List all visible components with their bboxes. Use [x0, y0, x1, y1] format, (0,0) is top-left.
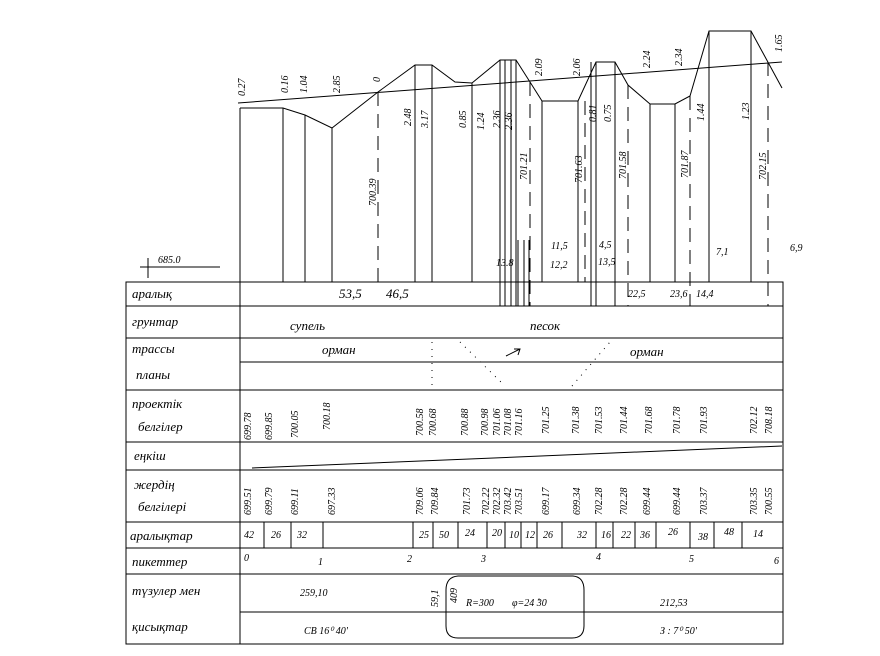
- fill-label: 1.23: [741, 102, 752, 120]
- straight-length-2: 212,53: [660, 598, 688, 609]
- small-label: 12,2: [550, 260, 568, 271]
- interval-value: 14,4: [696, 289, 714, 300]
- design-elevation: 700.98: [480, 408, 491, 436]
- distance-value: 16: [601, 530, 611, 541]
- row-label-pickets: пикеттер: [132, 554, 188, 569]
- distance-value: 12: [525, 530, 535, 541]
- design-elevation: 701.08: [503, 408, 514, 436]
- ground-elevations: [243, 487, 775, 516]
- design-elevations: [243, 403, 775, 441]
- distance-value: 50: [439, 530, 449, 541]
- fill-label: 3.17: [420, 110, 431, 128]
- route-plan-dots: [432, 342, 610, 386]
- small-label: 4,5: [599, 240, 612, 251]
- route-plan-label: орман: [630, 344, 664, 359]
- fill-label: 0.75: [603, 104, 614, 122]
- ground-elevation: 702.28: [594, 487, 605, 515]
- picket-value: 1: [318, 557, 323, 568]
- small-label: 13,5: [598, 257, 616, 268]
- design-mark: 701.87: [680, 150, 691, 178]
- picket-value: 6: [774, 556, 779, 567]
- distance-value: 36: [640, 530, 650, 541]
- picket-value: 3: [481, 554, 486, 565]
- ground-elevation: 699.44: [642, 487, 653, 515]
- design-elevation: 701.78: [672, 406, 683, 434]
- row-label-route-plan-2: планы: [136, 367, 171, 382]
- design-mark: 701.58: [618, 151, 629, 179]
- design-mark: 701.63: [574, 155, 585, 183]
- distance-value: 32: [297, 530, 307, 541]
- fill-label: 1.65: [774, 34, 785, 52]
- design-elevation: 701.53: [594, 406, 605, 434]
- picket-values: [244, 552, 779, 568]
- distance-value: 14: [753, 529, 763, 540]
- design-elevation: 700.68: [428, 408, 439, 436]
- fill-label: 1.24: [476, 112, 487, 130]
- straight-length-1: 259,10: [300, 588, 328, 599]
- design-elevation: 702.12: [749, 406, 760, 434]
- design-elevation: 699.78: [243, 412, 254, 440]
- design-elevation: 701.06: [492, 408, 503, 436]
- row-label-slope: еңкіш: [134, 448, 166, 463]
- row-label-intervals: аралық: [132, 286, 173, 301]
- interval-values: [339, 286, 714, 301]
- row-label-distances: аралықтар: [130, 528, 193, 543]
- route-plan-arrow: [506, 349, 520, 356]
- distance-value: 26: [543, 530, 553, 541]
- distance-value: 48: [724, 527, 734, 538]
- distance-value: 38: [698, 532, 708, 543]
- picket-value: 0: [244, 553, 249, 564]
- row-label-ground: жердің: [134, 477, 175, 492]
- fill-label: 0: [372, 77, 383, 82]
- design-elevation: 700.05: [290, 410, 301, 438]
- design-elevation: 700.18: [322, 402, 333, 430]
- design-mark: 701.21: [519, 152, 530, 180]
- design-elevation: 701.16: [514, 408, 525, 436]
- curve-offset-b: 409: [449, 588, 460, 603]
- row-label-route-plan: трассы: [132, 341, 175, 356]
- distance-value: 26: [668, 527, 678, 538]
- ground-elevation: 700.55: [764, 487, 775, 515]
- ground-elevation: 702.22: [481, 487, 492, 515]
- fill-label: 2.48: [403, 108, 414, 126]
- fill-label: 2.09: [534, 58, 545, 76]
- row-label-design: проектік: [132, 396, 183, 411]
- interval-value: 23,6: [670, 289, 688, 300]
- distance-value: 32: [577, 530, 587, 541]
- fill-label: 2.36: [504, 112, 515, 130]
- small-label: 11,5: [551, 241, 568, 252]
- fill-label: 2.06: [572, 58, 583, 76]
- fill-label: 1.04: [299, 75, 310, 93]
- ground-elevation: 697.33: [327, 487, 338, 515]
- design-elevation: 700.88: [460, 408, 471, 436]
- ground-elevation: 703.37: [699, 487, 710, 515]
- distance-value: 22: [621, 530, 631, 541]
- ground-elevation: 701.73: [462, 487, 473, 515]
- picket-value: 4: [596, 552, 601, 563]
- small-label: 6,9: [790, 243, 803, 254]
- distance-value: 24: [465, 528, 475, 539]
- distance-value: 20: [492, 528, 502, 539]
- interval-value: 53,5: [339, 286, 362, 301]
- design-elevation: 700.58: [415, 408, 426, 436]
- design-elevation: 708.18: [764, 406, 775, 434]
- fill-label: 0.81: [588, 104, 599, 122]
- design-elevation: 701.44: [619, 406, 630, 434]
- ground-elevation: 699.51: [243, 487, 254, 515]
- row-label-ground-2: белгілері: [138, 499, 187, 514]
- bearing-1: СВ 16⁰ 40ʹ: [304, 626, 348, 637]
- ground-elevation: 699.44: [672, 487, 683, 515]
- ground-elevation: 709.84: [430, 487, 441, 515]
- fill-label: 0.85: [458, 110, 469, 128]
- ground-elevation: 703.51: [514, 487, 525, 515]
- curve-radius: R=300: [466, 598, 494, 609]
- ground-elevation: 709.06: [415, 487, 426, 515]
- interval-value: 22,5: [628, 289, 646, 300]
- row-label-lines: түзулер мен: [132, 583, 201, 598]
- ground-elevation: 699.79: [264, 487, 275, 515]
- distance-value: 26: [271, 530, 281, 541]
- soil-label: песок: [530, 318, 561, 333]
- route-plan-label: орман: [322, 342, 356, 357]
- fill-label: 2.85: [332, 75, 343, 93]
- ground-elevation: 699.17: [541, 487, 552, 515]
- small-label: 13.8: [496, 258, 514, 269]
- design-mark: 702.15: [758, 152, 769, 180]
- curve-angle: φ=24 ̊30: [512, 598, 547, 609]
- ground-elevation: 702.28: [619, 487, 630, 515]
- design-elevation: 701.68: [644, 406, 655, 434]
- ground-elevation: 703.35: [749, 487, 760, 515]
- design-elevation: 701.38: [571, 406, 582, 434]
- row-label-soils: грунтар: [132, 314, 179, 329]
- picket-value: 2: [407, 554, 412, 565]
- small-label: 7,1: [716, 247, 729, 258]
- fill-label: 2.24: [642, 50, 653, 68]
- interval-value: 46,5: [386, 286, 409, 301]
- ground-elevation: 703.42: [503, 487, 514, 515]
- row-label-lines-2: қисықтар: [132, 619, 188, 634]
- picket-value: 5: [689, 554, 694, 565]
- fill-label: 0.16: [280, 75, 291, 93]
- row-label-design-2: белгілер: [138, 419, 183, 434]
- distance-value: 42: [244, 530, 254, 541]
- bearing-2: З : 7⁰ 50ʹ: [660, 626, 697, 637]
- design-elevation: 701.25: [541, 406, 552, 434]
- distance-value: 25: [419, 530, 429, 541]
- ground-elevation: 702.32: [492, 487, 503, 515]
- soil-label: супель: [290, 318, 325, 333]
- curve-offset-a: 59,1: [430, 589, 441, 607]
- design-elevation: 701.93: [699, 406, 710, 434]
- distance-value: 10: [509, 530, 519, 541]
- distance-values: [244, 527, 763, 543]
- reference-level-label: 685.0: [158, 255, 181, 266]
- design-elevation: 699.85: [264, 412, 275, 440]
- ground-elevation: 699.34: [572, 487, 583, 515]
- fill-label: 1.44: [696, 103, 707, 121]
- fill-label: 0.27: [237, 78, 248, 96]
- ground-elevation: 699.11: [290, 488, 301, 515]
- fill-label: 2.34: [674, 48, 685, 66]
- fill-label: 2.36: [492, 110, 503, 128]
- design-mark: 700.39: [368, 178, 379, 206]
